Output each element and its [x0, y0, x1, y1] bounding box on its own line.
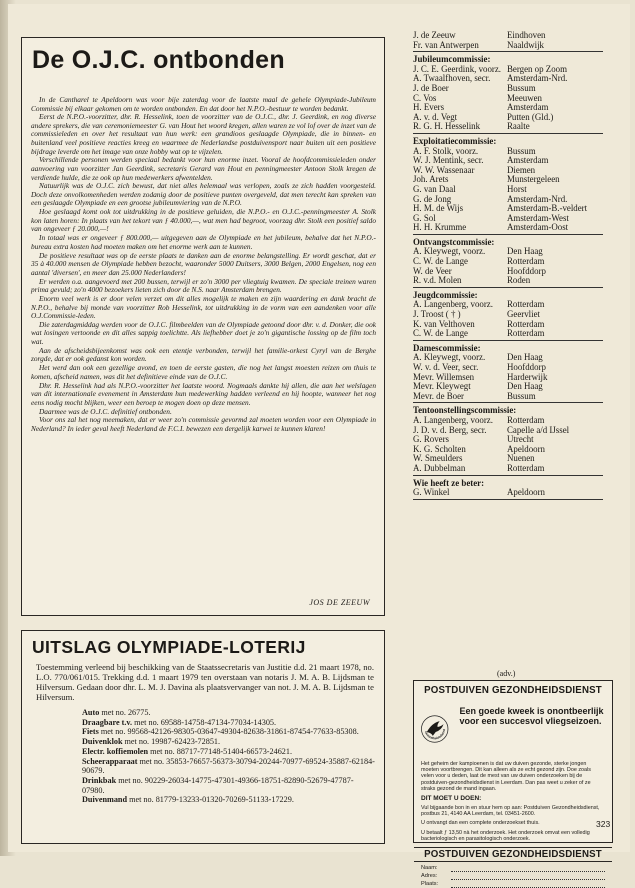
prize-item — [82, 747, 376, 757]
lottery-title: UITSLAG OLYMPIADE-LOTERIJ — [32, 637, 306, 657]
member-name: R. v.d. Molen — [413, 275, 462, 286]
article-paragraph: De positieve resultaat was op de eerste plaats te danken aan de enorme belangstelling. Er wordt geschat, dat er 35 à 40.000 mensen de Olympiade hebben bezocht, waaronder 5000 Duitsers, 3000 Belgen, 2000 Engelsen, nog een aantal 'diversen', en meer dan 25.000 Nederlanders! — [31, 250, 376, 277]
prize-label: Duivenklok — [82, 737, 123, 747]
member-name: Mevr. Kleywegt — [413, 381, 471, 392]
member-row — [413, 276, 618, 286]
member-name: J. D. v. d. Berg, secr. — [413, 424, 487, 435]
member-place: Capelle a/d IJssel — [507, 424, 570, 435]
member-place: Amsterdam-Nrd. — [507, 73, 568, 84]
member-name: A. Kleywegt, voorz. — [413, 352, 486, 363]
commission-title: Damescommissie: — [413, 342, 481, 353]
member-place: Rotterdam — [507, 299, 545, 310]
member-place: Putten (Gld.) — [507, 111, 554, 122]
member-name: J. de Boer — [413, 82, 449, 93]
member-place: Raalte — [507, 121, 530, 132]
member-place: Naaldwijk — [507, 39, 544, 50]
prize-item — [82, 795, 376, 805]
article-paragraph: In totaal was er ongeveer ƒ 800.000,— uitgegeven aan de Olympiade en het jubileum, behalve dat het N.P.O.-bureau extra kosten had moeten maken om het enorme werk aan te kunnen. — [31, 233, 376, 251]
member-place: Amsterdam-B.-veldert — [507, 203, 588, 214]
member-name: Fr. van Antwerpen — [413, 39, 479, 50]
coupon-field[interactable] — [421, 880, 605, 888]
member-place: Utrecht — [507, 434, 534, 445]
member-place: Rotterdam — [507, 318, 545, 329]
article-paragraph: Natuurlijk was de O.J.C. zich bewust, dat niet alles helemaal was verlopen, zoals ze zich hadden voorgesteld. Doch deze onvolkomenheden werden zodanig door de positieve punten overgeveld, dat men terecht kan spreken van een geslaagde Olympiade en een grootse jubileumviering van de N.P.O. — [31, 181, 376, 208]
section-divider — [413, 402, 603, 403]
member-place: Amsterdam-Nrd. — [507, 193, 568, 204]
prize-label: Draagbare t.v. — [82, 717, 133, 727]
logo-text: Gezondheidsdienst — [423, 728, 447, 741]
member-name: J. C. E. Geerdink, voorz. — [413, 63, 501, 74]
article-paragraph: Er werden o.a. aangevoerd met 200 bussen, terwijl er zo'n 3000 per vliegtuig kwamen. De speciale treinen waren prima gevuld; zo'n 4000 bezoekers lieten zich door de N.S. naar Amsterdam brengen. — [31, 276, 376, 295]
article-paragraph: Aan de afscheidsbijeenkomst was ook een etentje verbonden, terwijl het familie-orkest Cyryl van de Berghe zorgde, dat er ook gedanst kon worden. — [31, 345, 376, 364]
article-paragraph: Eerst de N.P.O.-voorzitter, dhr. R. Hesselink, toen de voorzitter van de O.J.C., dhr. J. Geerdink, en nog diverse andere sprekers, die van ceremoniemeester G. van Hout het woord kregen, allen waren ze vol lof over de inzet van de commissieleden en over het resultaat van hun werk: een grandioos geslaagde Olympiade, die in binnen- en buitenland veel positieve reacties kreeg en waarmee de Nederlandse postduivensport naar buiten uit een positieve bijdrage leverde om het image van onze hobby wat op te vijzelen. — [31, 112, 376, 156]
prize-label: Auto — [82, 708, 100, 717]
prize-label: Drinkbak — [82, 775, 117, 785]
member-name: W. J. Mentink, secr. — [413, 155, 484, 166]
coupon-field-label: Adres: — [421, 873, 438, 880]
article-paragraph: Verschillende personen werden speciaal bedankt voor hun enorme inzet. Vooral de hoofdcommissieleden onder aanvoering van voorzitter Jan Geerdink, secretaris Gerard van Hout en penningmeester Antoon Stolk kregen de verdiende hulde, die ze ook op hun medewerkers afwentelden. — [31, 155, 376, 182]
member-place: Rotterdam — [507, 256, 545, 267]
article-body — [31, 96, 376, 434]
section-divider — [413, 51, 603, 52]
member-row — [413, 329, 618, 339]
article-paragraph: Die zaterdagmiddag werden voor de O.J.C. filmbeelden van de Olympiade getoond door dhr. v. d. Donker, die ook wat losingen vertoonde en dit alles sappig toelichtte. Als liefhebber doet je zo'n gigantische lossing op de film toch wat. — [31, 319, 376, 346]
member-name: A. Twaalfhoven, secr. — [413, 73, 491, 84]
prize-number: met no. 90229-26034-14775-47301-49366-18751-82890-52679-47787-07980. — [82, 775, 354, 795]
member-place: Rotterdam — [507, 414, 545, 425]
coupon-field[interactable] — [421, 864, 605, 872]
ad-step: U betaalt ƒ 13,50 nà het onderzoek. Het onderzoek omvat een volledig bacteriologisch en parasitologisch onderzoek. — [421, 829, 590, 842]
member-place: Den Haag — [507, 246, 543, 257]
commission-title: Wie heeft ze beter: — [413, 477, 485, 488]
coupon-field-label: Naam: — [421, 865, 438, 872]
member-place: Munstergeleen — [507, 174, 560, 185]
member-name: H. Evers — [413, 102, 445, 113]
article-paragraph: Hoe geslaagd komt ook tot uitdrukking in de positieve geluiden, die N.P.O.- en O.J.C.-penningmeester A. Stolk kon laten horen: In plaats van het tekort van ƒ 40.000,—, wat men had begroot, voorzag dhr. Stolk een positief saldo van ongeveer ƒ 20.000,—! — [31, 207, 376, 234]
member-place: Apeldoorn — [507, 443, 545, 454]
member-name: G. van Daal — [413, 183, 456, 194]
member-row — [413, 464, 618, 474]
member-name: H. M. de Wijs — [413, 203, 464, 214]
ad-footer: POSTDUIVEN GEZONDHEIDSDIENST — [414, 847, 612, 862]
member-row — [413, 223, 618, 233]
member-name: G. Sol — [413, 212, 436, 223]
section-divider — [413, 287, 603, 288]
member-place: Bussum — [507, 82, 536, 93]
member-place: Amsterdam — [507, 102, 549, 113]
member-name: C. W. de Lange — [413, 256, 468, 267]
member-name: K. G. Scholten — [413, 443, 466, 454]
prize-number: met no. 99568-42126-98305-03647-49304-82638-31861-87454-77633-85308. — [98, 727, 359, 737]
commission-title: Ontvangstcommissie: — [413, 236, 495, 247]
coupon-field-line[interactable] — [451, 872, 605, 880]
member-place: Horst — [507, 183, 527, 194]
commission-list — [413, 31, 618, 501]
member-place: Meeuwen — [507, 92, 542, 103]
prize-item — [82, 737, 376, 747]
member-name: G. Rovers — [413, 434, 449, 445]
health-service-ad — [413, 680, 613, 888]
prize-item — [82, 718, 376, 728]
member-place: Apeldoorn — [507, 487, 545, 498]
member-place: Diemen — [507, 164, 536, 175]
member-row — [413, 122, 618, 132]
member-place: Bergen op Zoom — [507, 63, 567, 74]
member-place: Amsterdam-Oost — [507, 222, 569, 233]
prize-number: met no. 88717-77148-51404-66573-24621. — [148, 746, 293, 756]
prize-number: met no. 19987-62423-72851. — [122, 737, 221, 747]
prize-label: Scheerapparaat — [82, 756, 138, 766]
article-paragraph: Voor ons zal het nog meemaken, dat er weer zo'n commissie gevormd zal moeten worden voor een Olympiade in Nederland? In ieder geval heeft Nederland de F.C.I. bewezen een dergelijk karwei te kunnen klaren! — [31, 415, 376, 433]
prize-item — [82, 727, 376, 737]
member-row — [413, 488, 618, 498]
member-name: J. Troost ( † ) — [413, 309, 461, 320]
prize-item — [82, 776, 376, 795]
lottery-intro: Toestemming verleend bij beschikking van de Staatssecretaris van Justitie d.d. 21 maart 1978, no. L.O. 770/061/015. Trekking d.d. 1 maart 1979 ten overstaan van notaris J. M. A. B. Lijdsman te Hilversum. Gedaan door dhr. L. M. J. Davina als plaatsvervanger van not. J. M. A. B. Lijdsman te Hilversum. — [36, 662, 374, 702]
member-name: W. de Veer — [413, 265, 452, 276]
member-name: J. de Zeeuw — [413, 30, 456, 40]
article-title: De O.J.C. ontbonden — [32, 46, 285, 74]
member-place: Bussum — [507, 145, 536, 156]
prize-number: met no. 26775. — [99, 708, 151, 717]
member-name: W. Smeulders — [413, 453, 463, 464]
member-name: W. W. Wassenaar — [413, 164, 475, 175]
member-name: H. H. Krumme — [413, 222, 467, 233]
member-name: R. G. H. Hesselink — [413, 121, 481, 132]
member-place: Amsterdam-West — [507, 212, 569, 223]
section-divider — [413, 234, 603, 235]
ad-subheader: DIT MOET U DOEN: — [421, 795, 482, 803]
member-place: Eindhoven — [507, 30, 546, 40]
article-paragraph: Het werd dan ook een gezellige avond, en toen de eerste gasten, die nog het langst moesten reizen om thuis te komen, afscheid namen, was dit het definitieve einde van de O.J.C. — [31, 363, 376, 381]
coupon-field-label: Plaats: — [421, 881, 439, 888]
section-divider — [413, 499, 603, 500]
member-place: Rotterdam — [507, 462, 545, 473]
member-name: Mevr. de Boer — [413, 390, 465, 401]
member-place: Geervliet — [507, 309, 541, 320]
member-name: A. Langenberg, voorz. — [413, 414, 493, 425]
prize-list — [82, 708, 376, 805]
member-place: Amsterdam — [507, 155, 549, 166]
article-paragraph: Dhr. R. Hesselink had als N.P.O.-voorzitter het laatste woord. Nogmaals dankte hij allen, die aan het welslagen van dit internationale evenement in Amsterdam hun medewerking hadden verleend en hij hoopte, wanneer het nog eens nodig mocht blijken, weer een beroep te mogen doen op deze mensen. — [31, 380, 376, 407]
member-name: A. Langenberg, voorz. — [413, 299, 493, 310]
member-place: Hoofddorp — [507, 362, 546, 372]
member-place: Roden — [507, 275, 531, 286]
article-paragraph: Enorm veel werk is er door velen verzet om dit alles mogelijk te maken en zijn waardering en dank bracht de N.P.O., behalve bij monde van voorzitter Rob Hesselink, tot uitdrukking in de vorm van een aandenken voor alle O.J.Commissie-leden. — [31, 293, 376, 321]
article-paragraph: In de Cantharel te Apeldoorn was voor bije zaterdag voor de laatste maal de gehele Olympiade-Jubileum Commissie bij elkaar gekomen om te worden ontbonden. En dat door het N.P.O.-bestuur te worden bedankt. — [31, 95, 376, 113]
adv-label: (adv.) — [497, 669, 516, 678]
member-place: Bussum — [507, 390, 536, 401]
prize-label: Fiets — [82, 727, 99, 737]
member-name: Joh. Arets — [413, 174, 449, 185]
prize-label: Duivenmand — [82, 795, 128, 805]
commission-title: Jubileumcommissie: — [413, 54, 491, 65]
coupon-form — [421, 864, 605, 888]
member-name: W. v. d. Veer, secr. — [413, 362, 479, 372]
member-place: Nuenen — [507, 453, 535, 464]
section-divider — [413, 340, 603, 341]
article-signature: JOS DE ZEEUW — [309, 598, 370, 607]
member-name: A. Kleywegt, voorz. — [413, 246, 486, 257]
member-name: A. Dubbelman — [413, 462, 466, 473]
commission-title: Exploitatiecommissie: — [413, 135, 497, 146]
pigeon-logo-icon — [420, 700, 449, 758]
member-place: Harderwijk — [507, 371, 548, 382]
member-name: G. de Jong — [413, 193, 452, 204]
member-place: Hoofddorp — [507, 265, 546, 276]
ad-header: POSTDUIVEN GEZONDHEIDSDIENST — [424, 685, 602, 696]
member-name: K. van Velthoven — [413, 318, 475, 329]
member-row — [413, 392, 618, 402]
coupon-field[interactable] — [421, 872, 605, 880]
prize-item — [82, 708, 376, 718]
ad-step: Vul bijgaande bon in en stuur hem op aan: Postduiven Gezondheidsdienst, postbus 21, 4140 AA Leerdam, tel. 03451-2600. — [421, 805, 600, 818]
ad-steps — [414, 805, 612, 842]
article-paragraph: Daarmee was de O.J.C. definitief ontbonden. — [39, 406, 172, 416]
ad-body: Het geheim der kampioenen is dat uw duiven gezonde, sterke jongen moeten voortbrengen. Dit kan alleen als ze echt gezond zijn. Doe zoals velen voor u deden, laat de mest van uw duiven onderzoeken bij de postduiven-gezondheidsdienst in Leerdam. Dan pas weet u zeker of ze straks gezond de mand ingaan. — [421, 761, 591, 792]
commission-title: Jeugdcommissie: — [413, 289, 478, 300]
article-box — [21, 37, 385, 616]
member-place: Den Haag — [507, 381, 543, 392]
ad-step: U ontvangt dan een complete onderzoekset thuis. — [421, 820, 540, 827]
section-divider — [413, 475, 603, 476]
ad-slogan: Een goede kweek is onontbeerlijk voor een succesvol vliegseizoen. — [459, 706, 604, 726]
prize-number: met no. 35853-76657-56373-30794-20244-70977-69524-35887-62184-90679. — [82, 756, 375, 776]
member-name: A. v. d. Vegt — [413, 111, 458, 122]
lottery-box — [21, 630, 385, 844]
member-row — [413, 41, 618, 51]
member-name: G. Winkel — [413, 487, 450, 498]
member-place: Rotterdam — [507, 328, 545, 339]
member-name: Mevr. Willemsen — [413, 371, 475, 382]
coupon-field-line[interactable] — [451, 880, 605, 888]
prize-number: met no. 69588-14758-47134-77034-14305. — [132, 717, 277, 727]
prize-item — [82, 757, 376, 776]
member-name: C. W. de Lange — [413, 328, 468, 339]
member-name: C. Vos — [413, 92, 437, 103]
page-number: 323 — [596, 819, 611, 829]
commission-title: Tentoonstellingscommissie: — [413, 405, 517, 416]
member-name: A. F. Stolk, voorz. — [413, 145, 479, 156]
section-divider — [413, 133, 603, 134]
prize-number: met no. 81779-13233-01320-70269-51133-17229. — [127, 795, 294, 805]
coupon-field-line[interactable] — [451, 864, 605, 872]
prize-label: Electr. koffiemolen — [82, 746, 149, 756]
member-place: Den Haag — [507, 352, 543, 363]
